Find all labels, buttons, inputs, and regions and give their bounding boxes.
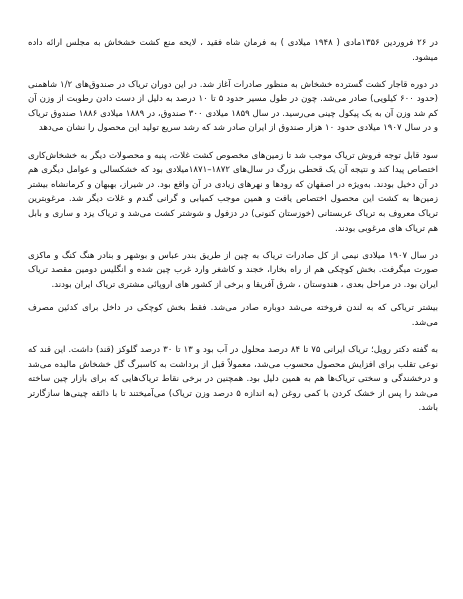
paragraph-qajar-exports: در دوره قاجار کشت گسترده خشخاش به منظور صادرات آغاز شد. در این دوران تریاک در صندوق‌های ۱/۲ شاهمنی (حدود ۶۰۰ کیلویی) صادر می‌شد. چون در طول مسیر حدود ۵ تا ۱۰ درصد به دلیل از دست دادن رطوبت از وزن آن کم شد وزن آن به یک پیکول چینی می‌رسید. در سال ۱۸۵۹ میلادی ۳۰۰ صندوق، در ۱۸۸۹ میلادی ۱۸۸۶ صندوق تریاک و در سال ۱۹۰۷ میلادی حدود ۱۰ هزار صندوق از ایران صادر شد که رشد سریع تولید این محصول را نشان می‌دهد <box>28 79 439 134</box>
paragraph-london-reexport: بیشتر تریاکی که به لندن فروخته می‌شد دوباره صادر می‌شد. فقط بخش کوچکی در داخل برای کدئین مصرف می‌شد. <box>28 303 438 328</box>
paragraph-export-routes: در سال ۱۹۰۷ میلادی نیمی از کل صادرات تریاک به چین از طریق بندر عباس و بوشهر و بنادر هنگ کنگ و ماکزی صورت میگرفت. بخش کوچکی هم از راه بخارا، خجند و کاشغر وارد غرب چین شده و انگلیس دومین مقصد تریاک ایران بود. در مراحل بعدی ، هندوستان ، شرق آفریقا و برخی از کشور های اروپائی مشتری تریاک ایران بودند. <box>28 250 438 290</box>
paragraph-opium-composition: به گفته دکتر رویل؛ تریاک ایرانی ۷۵ تا ۸۴ درصد محلول در آب بود و ۱۳ تا ۳۰ درصد گلوکز (قند) داشت. این قند که نوعی تقلب برای افزایش محصول محسوب می‌شد، معمولاً قبل از برداشت به کاسبرگ گل خشخاش مالیده می‌شد و درخشندگی و سختی تریاک‌ها هم به همین دلیل بود. همچنین در برخی نقاط تریاک‌هایی که برای بازار چین ساخته می‌شد را پس از خشک کردن با کمی روغن (به اندازه ۵ درصد وزن تریاک) می‌آمیختند تا با ذائقه چینی‌ها سازگارتر باشد. <box>28 345 439 414</box>
paragraph-famine-and-cultivation: سود قابل توجه فروش تریاک موجب شد تا زمین‌های مخصوص کشت غلات، پنبه و محصولات دیگر به خشخاش‌کاری اختصاص پیدا کند و نتیجه آن یک قحطی بزرگ در سال‌های ۱۸۷۲–۱۸۷۱میلادی بود که خشکسالی و عوامل دیگری هم در آن دخیل بودند. به‌ویژه در اصفهان که رودها و نهرهای زیادی در آن واقع بود. در شیراز، بهبهان و کرمانشاه بیشتر زمین‌ها به کشت این محصول اختصاص یافت و همین موجب کمیابی و گرانی گندم و غلات دیگر شد. مرغوبترین تریاک معروف به تریاک عربستانی (خوزستان کنونی) در دزفول و شوشتر کشت می‌شد و تریاک یزد و ساری و بابل هم تریاک های مرغوبی بودند. <box>28 150 438 234</box>
document-page <box>28 36 438 429</box>
paragraph-law-proposal: در ۲۶ فروردین ۱۳۵۶مادی ( ۱۹۴۸ میلادی ) به فرمان شاه فقید ، لایحه منع کشت خشخاش به مجلس ارائه داده میشود. <box>28 38 439 63</box>
